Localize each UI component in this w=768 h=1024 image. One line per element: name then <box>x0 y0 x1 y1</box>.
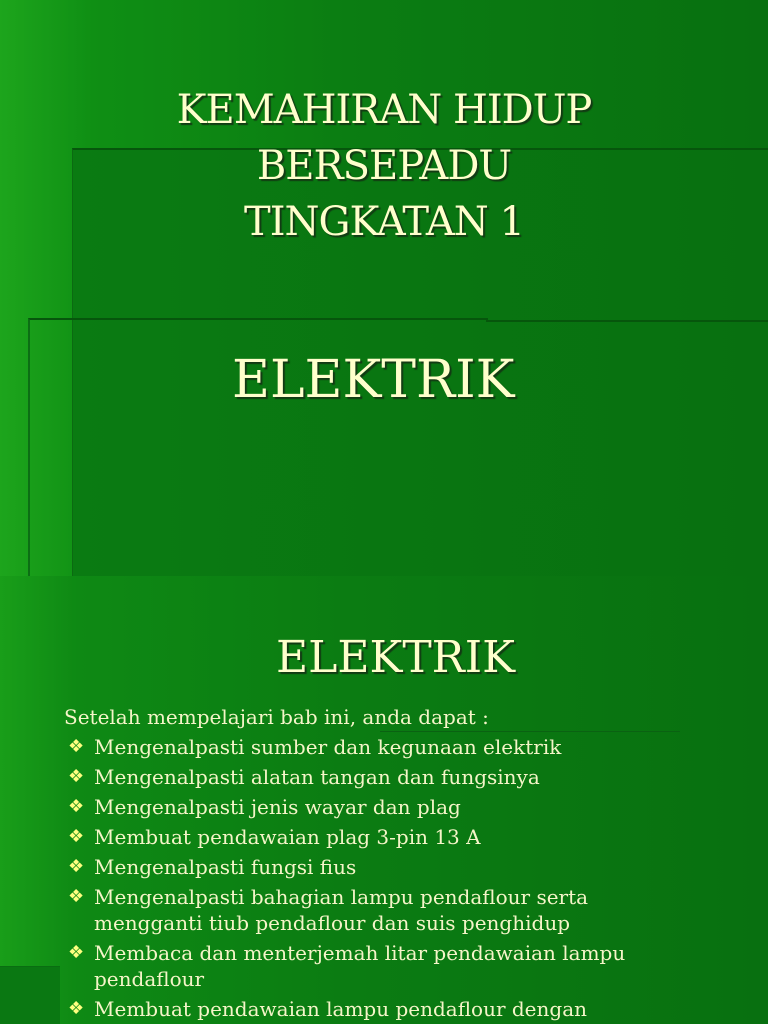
diamond-bullet-icon: ❖ <box>68 826 85 847</box>
slide-2-title: ELEKTRIK <box>276 632 516 683</box>
diamond-bullet-icon: ❖ <box>68 766 85 787</box>
intro-text: Setelah mempelajari bab ini, anda dapat : <box>64 705 489 729</box>
list-item <box>64 996 664 1022</box>
title-line-2: BERSEPADU <box>256 143 512 189</box>
decor-panel <box>486 320 768 576</box>
list-item <box>64 734 664 760</box>
diamond-bullet-icon: ❖ <box>68 736 85 757</box>
list-item-text: Mengenalpasti fungsi fius <box>94 855 357 879</box>
list-item <box>64 794 664 820</box>
list-item-text: Membuat pendawaian plag 3-pin 13 A <box>94 825 481 849</box>
list-item-text: Membuat pendawaian lampu pendaflour dengan <box>94 997 588 1021</box>
diamond-bullet-icon: ❖ <box>68 856 85 877</box>
decor-panel <box>0 966 60 1024</box>
slide-2-content <box>64 704 664 1024</box>
diamond-bullet-icon: ❖ <box>68 796 85 817</box>
list-item-text: Membaca dan menterjemah litar pendawaian lampu pendaflour <box>94 941 626 991</box>
slide-1-title <box>0 82 768 250</box>
list-item-text: Mengenalpasti bahagian lampu pendaflour serta mengganti tiub pendaflour dan suis penghidup <box>94 885 589 935</box>
list-item-text: Mengenalpasti jenis wayar dan plag <box>94 795 461 819</box>
diamond-bullet-icon: ❖ <box>68 942 85 963</box>
slide-1-subtitle: ELEKTRIK <box>232 350 515 410</box>
list-item <box>64 764 664 790</box>
list-item-text: Mengenalpasti alatan tangan dan fungsinya <box>94 765 540 789</box>
diamond-bullet-icon: ❖ <box>68 998 85 1019</box>
list-item <box>64 854 664 880</box>
list-item-text: Mengenalpasti sumber dan kegunaan elektrik <box>94 735 562 759</box>
title-line-1: KEMAHIRAN HIDUP <box>176 87 592 133</box>
title-line-3: TINGKATAN 1 <box>244 199 524 245</box>
objective-list <box>64 734 664 1022</box>
list-item <box>64 940 664 992</box>
slide-2 <box>0 576 768 1024</box>
diamond-bullet-icon: ❖ <box>68 886 85 907</box>
list-item <box>64 884 664 936</box>
list-item <box>64 824 664 850</box>
